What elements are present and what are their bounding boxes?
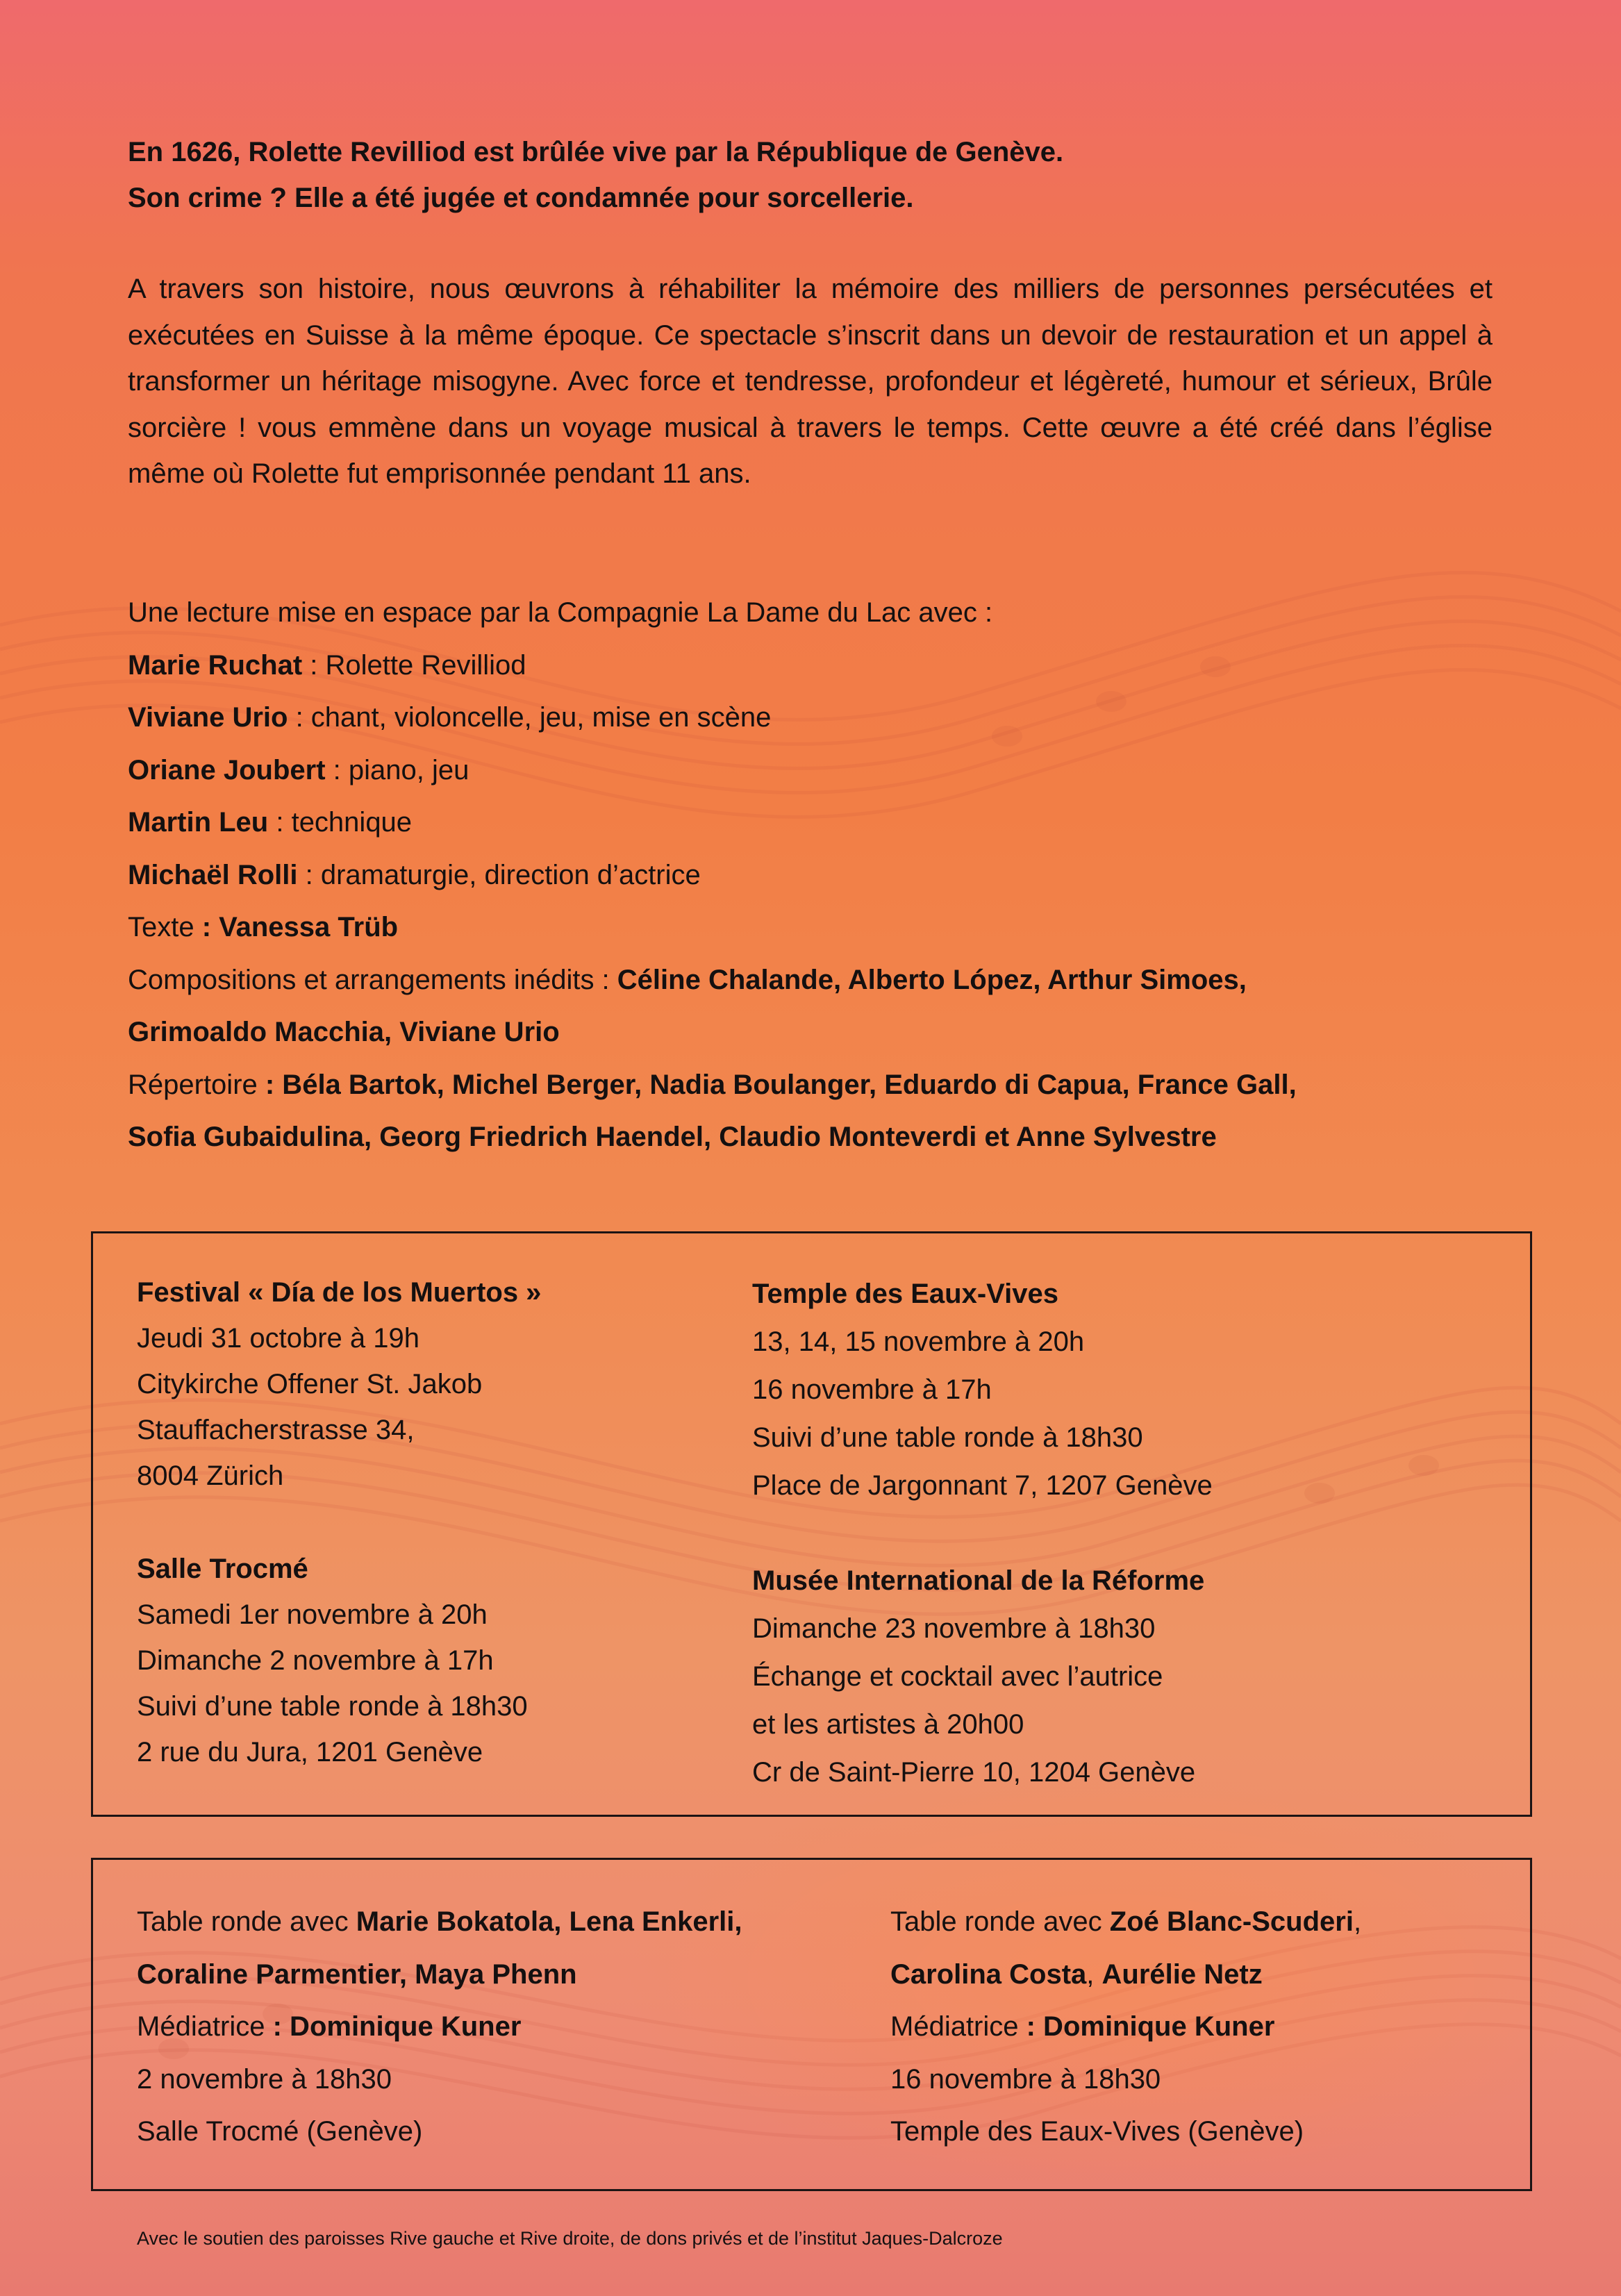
venue-title: Musée International de la Réforme <box>752 1565 1205 1596</box>
cast-name: Martin Leu <box>128 807 269 838</box>
venue-line: Suivi d’une table ronde à 18h30 <box>752 1422 1143 1453</box>
repertoire-line-2: Sofia Gubaidulina, Georg Friedrich Haendel, Claudio Monteverdi et Anne Sylvestre <box>128 1122 1217 1152</box>
cast-name: Michaël Rolli <box>128 859 298 890</box>
cast-item <box>128 692 1510 744</box>
panel-prefix: Table ronde avec <box>890 1906 1110 1937</box>
composers-line-2: Grimoaldo Macchia, Viviane Urio <box>128 1017 560 1047</box>
mediator-label: Médiatrice <box>890 2011 1026 2042</box>
round-table-left <box>137 1896 742 2158</box>
intro-line-2: Son crime ? Elle a été jugée et condamnée pour sorcellerie. <box>128 183 914 213</box>
cast-name: Viviane Urio <box>128 702 288 733</box>
cast-item <box>128 640 1510 692</box>
panel-line <box>137 1896 742 1949</box>
story-paragraph: A travers son histoire, nous œuvrons à réhabiliter la mémoire des milliers de personnes persécutées et exécutées en Suisse à la même époque. Ce spectacle s’inscrit dans un devoir de restauration et un appel à transformer un héritage misogyne. Avec force et tendresse, profondeur et légèreté, humour et sérieux, Brûle sorcière ! vous emmène dans un voyage musical à travers le temps. Cette œuvre a été créé dans l’église même où Rolette fut emprisonnée pendant 11 ans. <box>128 274 1493 489</box>
venue-line: 2 rue du Jura, 1201 Genève <box>137 1737 483 1767</box>
cast-item <box>128 797 1510 849</box>
panel-prefix: Table ronde avec <box>137 1906 356 1937</box>
cast-role: : dramaturgie, direction d’actrice <box>297 859 701 890</box>
credits-section <box>128 587 1510 1164</box>
text-author: : Vanessa Trüb <box>201 912 399 942</box>
mediator-line <box>137 2001 742 2054</box>
venue-zurich <box>137 1270 541 1499</box>
venue-musee-reforme <box>752 1557 1204 1797</box>
credits-intro: Une lecture mise en espace par la Compagnie La Dame du Lac avec : <box>128 597 993 628</box>
composers-line-1: Céline Chalande, Alberto López, Arthur Simoes, <box>617 964 1247 995</box>
venue-title: Salle Trocmé <box>137 1554 308 1584</box>
panel-names: Carolina Costa <box>890 1958 1087 1990</box>
venue-title: Festival « Día de los Muertos » <box>137 1277 542 1308</box>
venue-line: 16 novembre à 17h <box>752 1374 992 1405</box>
venue-line: et les artistes à 20h00 <box>752 1709 1024 1740</box>
cast-role: : Rolette Revilliod <box>302 649 526 681</box>
venue-line: Place de Jargonnant 7, 1207 Genève <box>752 1470 1213 1501</box>
venue-temple-eaux-vives <box>752 1270 1213 1510</box>
cast-name: Oriane Joubert <box>128 754 326 785</box>
table-place: Temple des Eaux-Vives (Genève) <box>890 2116 1304 2147</box>
panel-names: Aurélie Netz <box>1102 1958 1263 1990</box>
repertoire-line-1: : Béla Bartok, Michel Berger, Nadia Boulanger, Eduardo di Capua, France Gall, <box>265 1069 1297 1100</box>
cast-item <box>128 849 1510 902</box>
table-date: 2 novembre à 18h30 <box>137 2063 392 2095</box>
cast-role: : chant, violoncelle, jeu, mise en scène <box>288 702 772 733</box>
cast-item <box>128 744 1510 797</box>
venue-line: Cr de Saint-Pierre 10, 1204 Genève <box>752 1757 1196 1788</box>
venue-title: Temple des Eaux-Vives <box>752 1279 1058 1309</box>
venue-line: 13, 14, 15 novembre à 20h <box>752 1326 1085 1357</box>
venue-line: Citykirche Offener St. Jakob <box>137 1369 483 1399</box>
mediator-name: : Dominique Kuner <box>1026 2011 1275 2042</box>
panel-line <box>137 1949 742 2002</box>
venue-line: Dimanche 2 novembre à 17h <box>137 1645 494 1676</box>
intro-line-1: En 1626, Rolette Revilliod est brûlée vive par la République de Genève. <box>128 137 1064 167</box>
panel-separator: , <box>1086 1958 1102 1990</box>
panel-separator: , <box>1353 1906 1362 1937</box>
repertoire-credit <box>128 1059 1510 1112</box>
text-label: Texte <box>128 912 202 942</box>
venue-line: Jeudi 31 octobre à 19h <box>137 1323 419 1354</box>
table-date: 16 novembre à 18h30 <box>890 2063 1161 2095</box>
cast-role: : technique <box>268 807 413 838</box>
mediator-line <box>890 2001 1361 2054</box>
mediator-label: Médiatrice <box>137 2011 273 2042</box>
sponsors-footer: Avec le soutien des paroisses Rive gauche et Rive droite, de dons privés et de l’institut Jaques-Dalcroze <box>137 2228 1003 2249</box>
repertoire-label: Répertoire <box>128 1069 265 1100</box>
venue-line: Dimanche 23 novembre à 18h30 <box>752 1613 1156 1644</box>
compositions-credit <box>128 954 1510 1007</box>
panel-line <box>890 1949 1361 2002</box>
panel-names: Zoé Blanc-Scuderi <box>1109 1906 1354 1937</box>
text-credit <box>128 901 1510 954</box>
panel-line <box>890 1896 1361 1949</box>
venue-line: Stauffacherstrasse 34, <box>137 1415 415 1445</box>
venue-salle-trocme <box>137 1546 528 1775</box>
cast-name: Marie Ruchat <box>128 649 303 681</box>
venue-line: Échange et cocktail avec l’autrice <box>752 1661 1163 1692</box>
venue-line: Suivi d’une table ronde à 18h30 <box>137 1691 528 1722</box>
mediator-name: : Dominique Kuner <box>272 2011 522 2042</box>
intro-heading <box>128 129 1489 221</box>
panel-names: Coraline Parmentier, Maya Phenn <box>137 1958 577 1990</box>
panel-names: Marie Bokatola, Lena Enkerli, <box>356 1906 742 1937</box>
compositions-credit-continued <box>128 1006 1510 1059</box>
venue-line: Samedi 1er novembre à 20h <box>137 1599 488 1630</box>
compositions-label: Compositions et arrangements inédits : <box>128 964 617 995</box>
venue-line: 8004 Zürich <box>137 1461 284 1491</box>
cast-role: : piano, jeu <box>325 754 469 785</box>
repertoire-credit-continued <box>128 1111 1510 1164</box>
table-place: Salle Trocmé (Genève) <box>137 2116 423 2147</box>
round-table-right <box>890 1896 1361 2158</box>
